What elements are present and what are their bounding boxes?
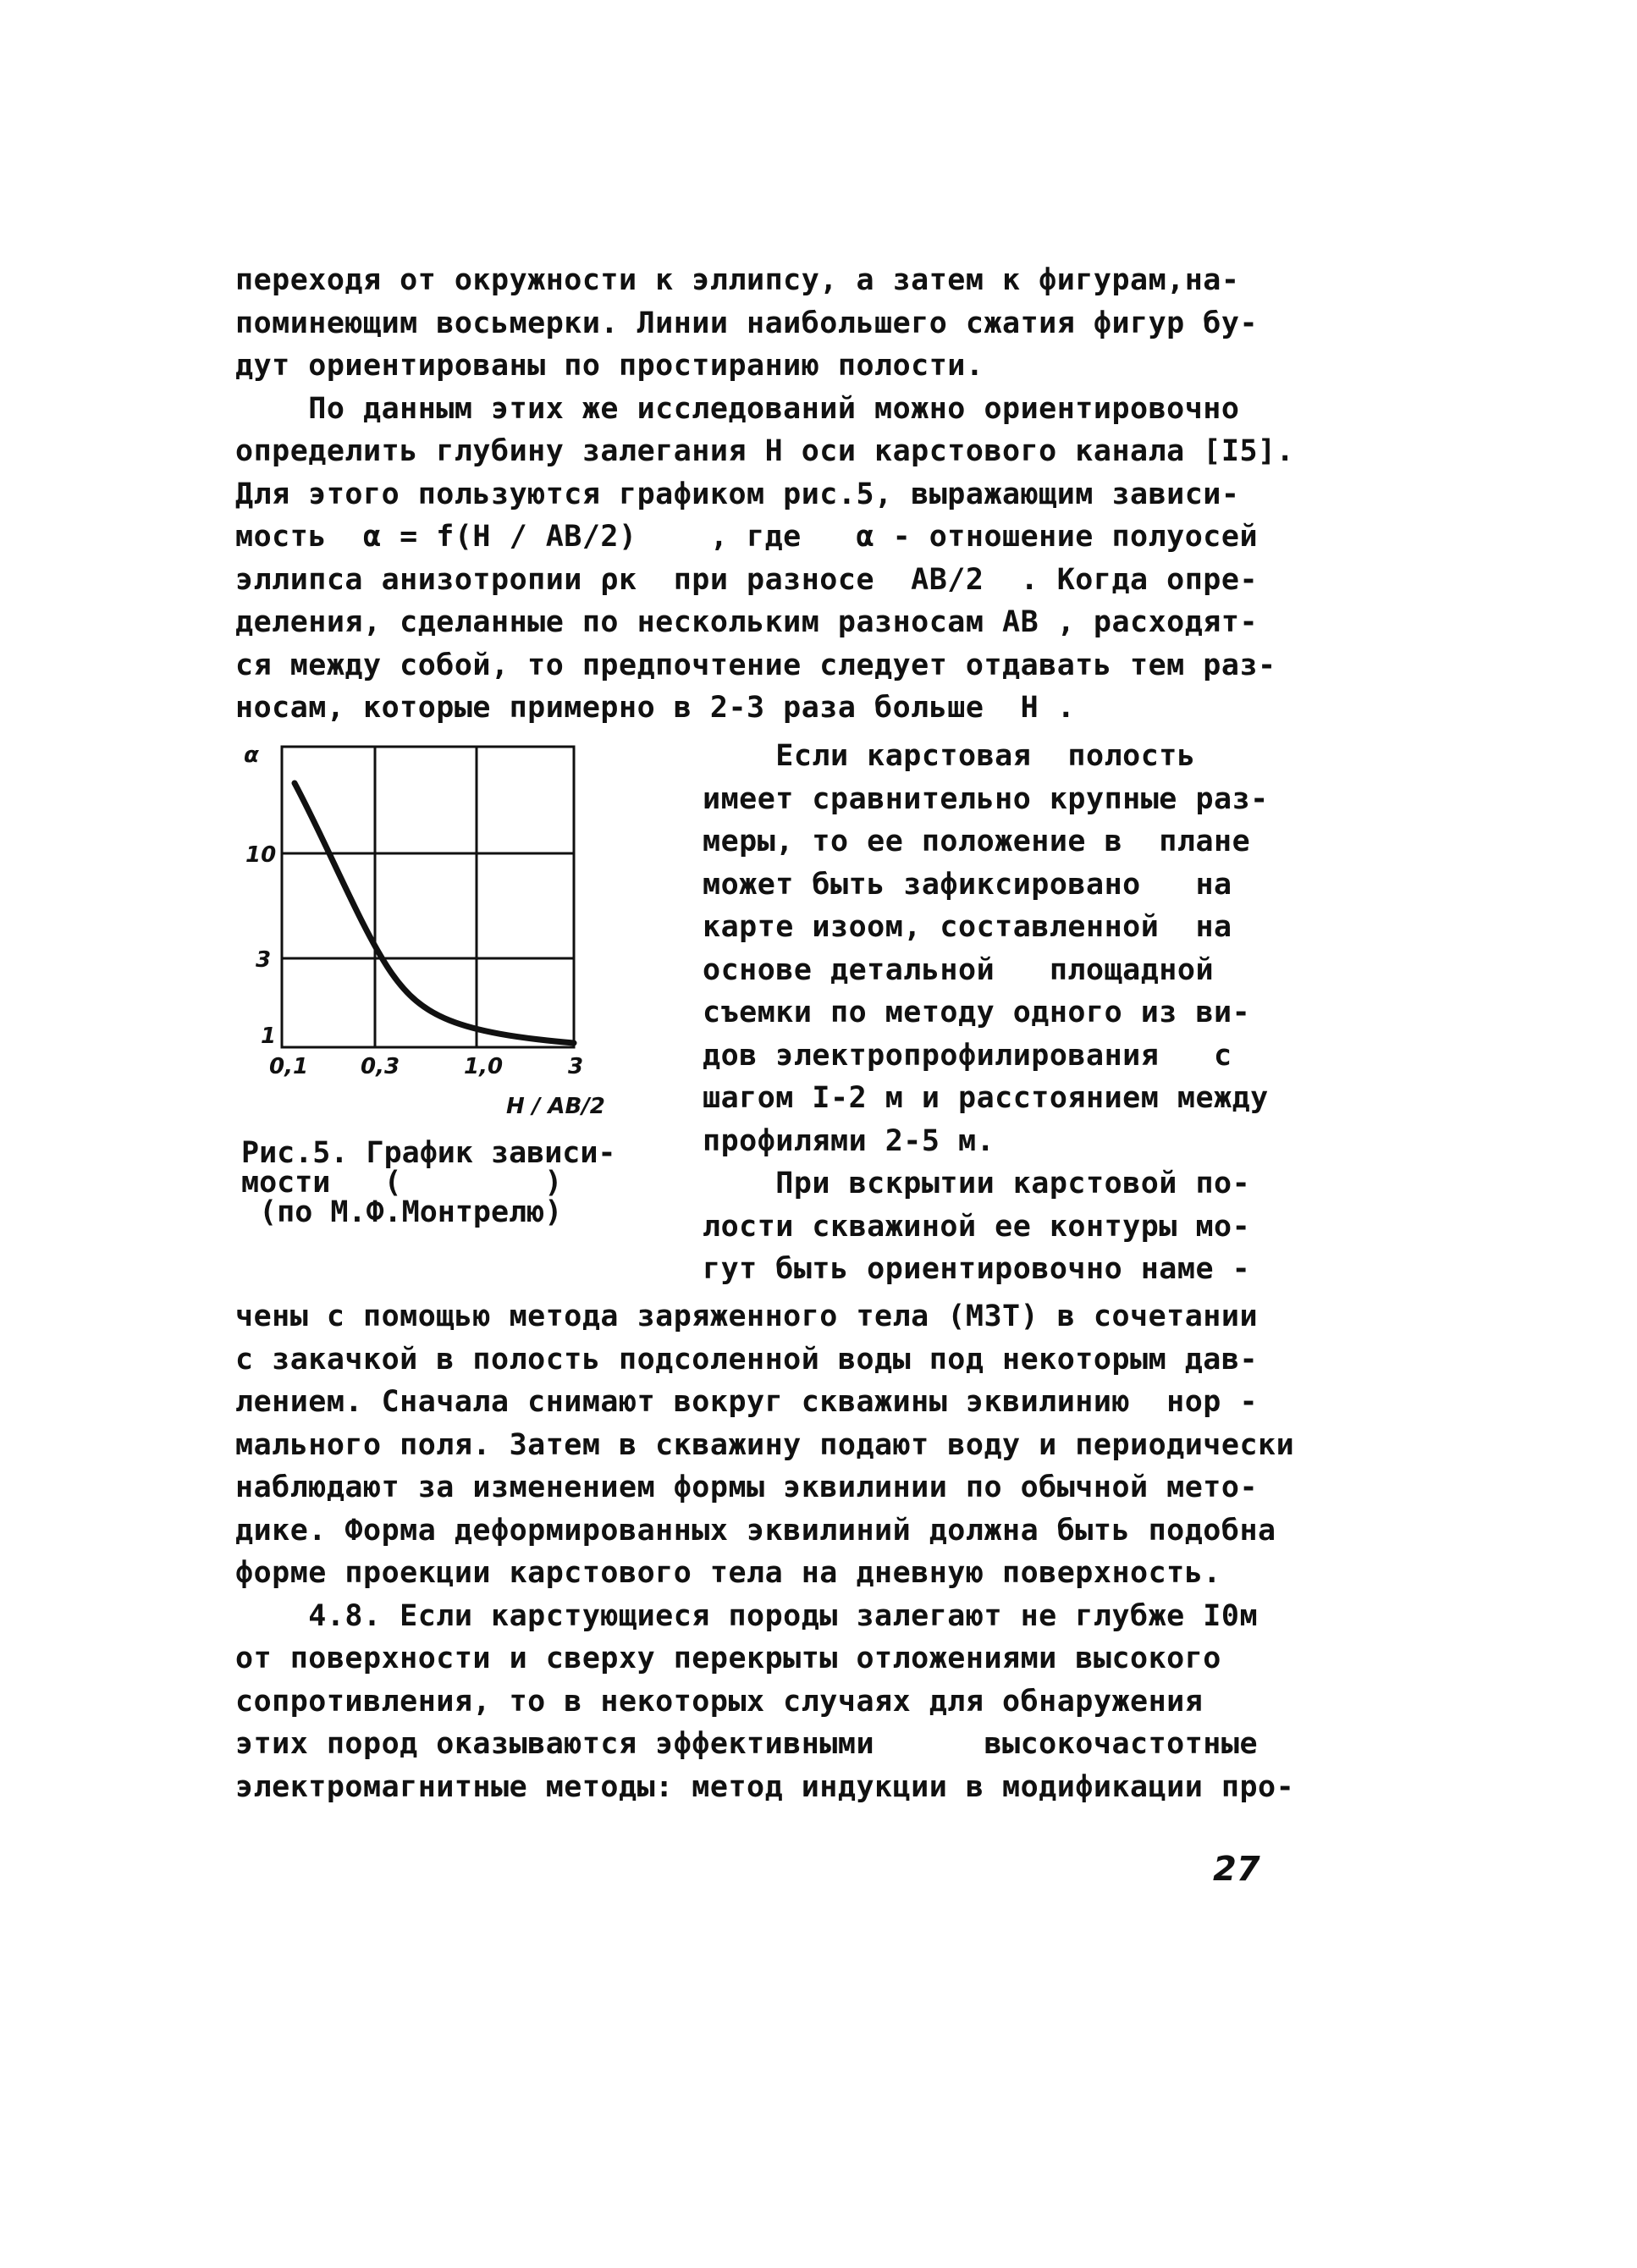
text-line: может быть зафиксировано на <box>703 867 1232 902</box>
text-line: шагом I-2 м и расстоянием между <box>703 1081 1269 1115</box>
text-line: профилями 2-5 м. <box>703 1123 995 1158</box>
text-line: эллипса анизотропии ρк при разносе AB/2 . Когда опре- <box>235 562 1259 597</box>
text-line: переходя от окружности к эллипсу, а затем к фигурам,на- <box>235 263 1240 297</box>
text-line: дов электропрофилирования с <box>703 1038 1232 1073</box>
x-tick-label: 0,3 <box>361 1054 400 1079</box>
text-line: основе детальной площадной <box>703 952 1215 987</box>
text-line: деления, сделанные по нескольким разносам AB , расходят- <box>235 605 1259 639</box>
text-line: поминеющим восьмерки. Линии наибольшего сжатия фигур бу- <box>235 306 1259 340</box>
text-line: меры, то ее положение в плане <box>703 825 1251 858</box>
text-line: По данным этих же исследований можно ориентировочно <box>235 391 1240 426</box>
text-line: 4.8. Если карстующиеся породы залегают не глубже I0м <box>235 1598 1259 1633</box>
figure-5-graph <box>235 737 692 1134</box>
text-line: форме проекции карстового тела на дневную поверхность. <box>235 1556 1221 1590</box>
text-line: дике. Форма деформированных эквилиний должна быть подобна <box>235 1513 1276 1548</box>
text-line: лением. Сначала снимают вокруг скважины эквилинию нор - <box>235 1385 1259 1419</box>
text-line: карте изоом, составленной на <box>703 910 1232 944</box>
text-line: съемки по методу одного из ви- <box>703 996 1251 1029</box>
y-axis-label: α <box>244 742 259 768</box>
text-line: Для этого пользуются графиком рис.5, выражающим зависи- <box>235 477 1240 511</box>
text-line: При вскрытии карстовой по- <box>703 1167 1251 1200</box>
text-line: чены с помощью метода заряженного тела (МЗТ) в сочетании <box>235 1300 1259 1333</box>
graph-grid <box>282 747 574 1047</box>
text-line: от поверхности и сверху перекрыты отложениями высокого <box>235 1642 1221 1675</box>
text-line: имеет сравнительно крупные раз- <box>703 781 1269 816</box>
x-axis <box>269 1054 605 1119</box>
x-tick-label: 3 <box>568 1054 584 1079</box>
y-tick-label: 3 <box>256 947 272 973</box>
dependency-curve <box>295 783 574 1043</box>
x-tick-label: 0,1 <box>269 1054 309 1079</box>
figure-caption-line: Рис.5. График зависи- <box>241 1136 616 1170</box>
text-line: наблюдают за изменением формы эквилинии по обычной мето- <box>235 1471 1259 1504</box>
text-line: носам, которые примерно в 2-3 раза больше H . <box>235 691 1076 725</box>
text-line: гут быть ориентировочно наме - <box>703 1252 1251 1286</box>
text-line: мального поля. Затем в скважину подают воду и периодически <box>235 1427 1295 1462</box>
page-number: 27 <box>1213 1850 1260 1889</box>
figure-caption-line: мости ( ) <box>241 1166 563 1200</box>
y-tick-label: 10 <box>245 842 277 868</box>
text-line: электромагнитные методы: метод индукции в модификации про- <box>235 1769 1295 1804</box>
text-line: дут ориентированы по простиранию полости. <box>235 349 984 383</box>
text-line: определить глубину залегания H оси карстового канала [I5]. <box>235 434 1295 468</box>
text-line: с закачкой в полость подсоленной воды под некоторым дав- <box>235 1342 1259 1377</box>
text-line: Если карстовая полость <box>703 739 1196 773</box>
x-tick-label: 1,0 <box>464 1054 504 1079</box>
y-tick-label: 1 <box>261 1024 277 1049</box>
text-line: лости скважиной ее контуры мо- <box>703 1209 1251 1244</box>
text-line: ся между собой, то предпочтение следует отдавать тем раз- <box>235 648 1276 682</box>
text-line: мость α = f(H / AB/2) , где α - отношение полуосей <box>235 520 1259 554</box>
x-axis-label: H / AB/2 <box>506 1094 605 1119</box>
figure-caption-line: (по М.Ф.Монтрелю) <box>241 1195 563 1229</box>
text-line: сопротивления, то в некоторых случаях для обнаружения <box>235 1684 1204 1719</box>
text-line: этих пород оказываются эффективными высокочастотные <box>235 1727 1259 1761</box>
y-axis <box>244 742 276 1049</box>
